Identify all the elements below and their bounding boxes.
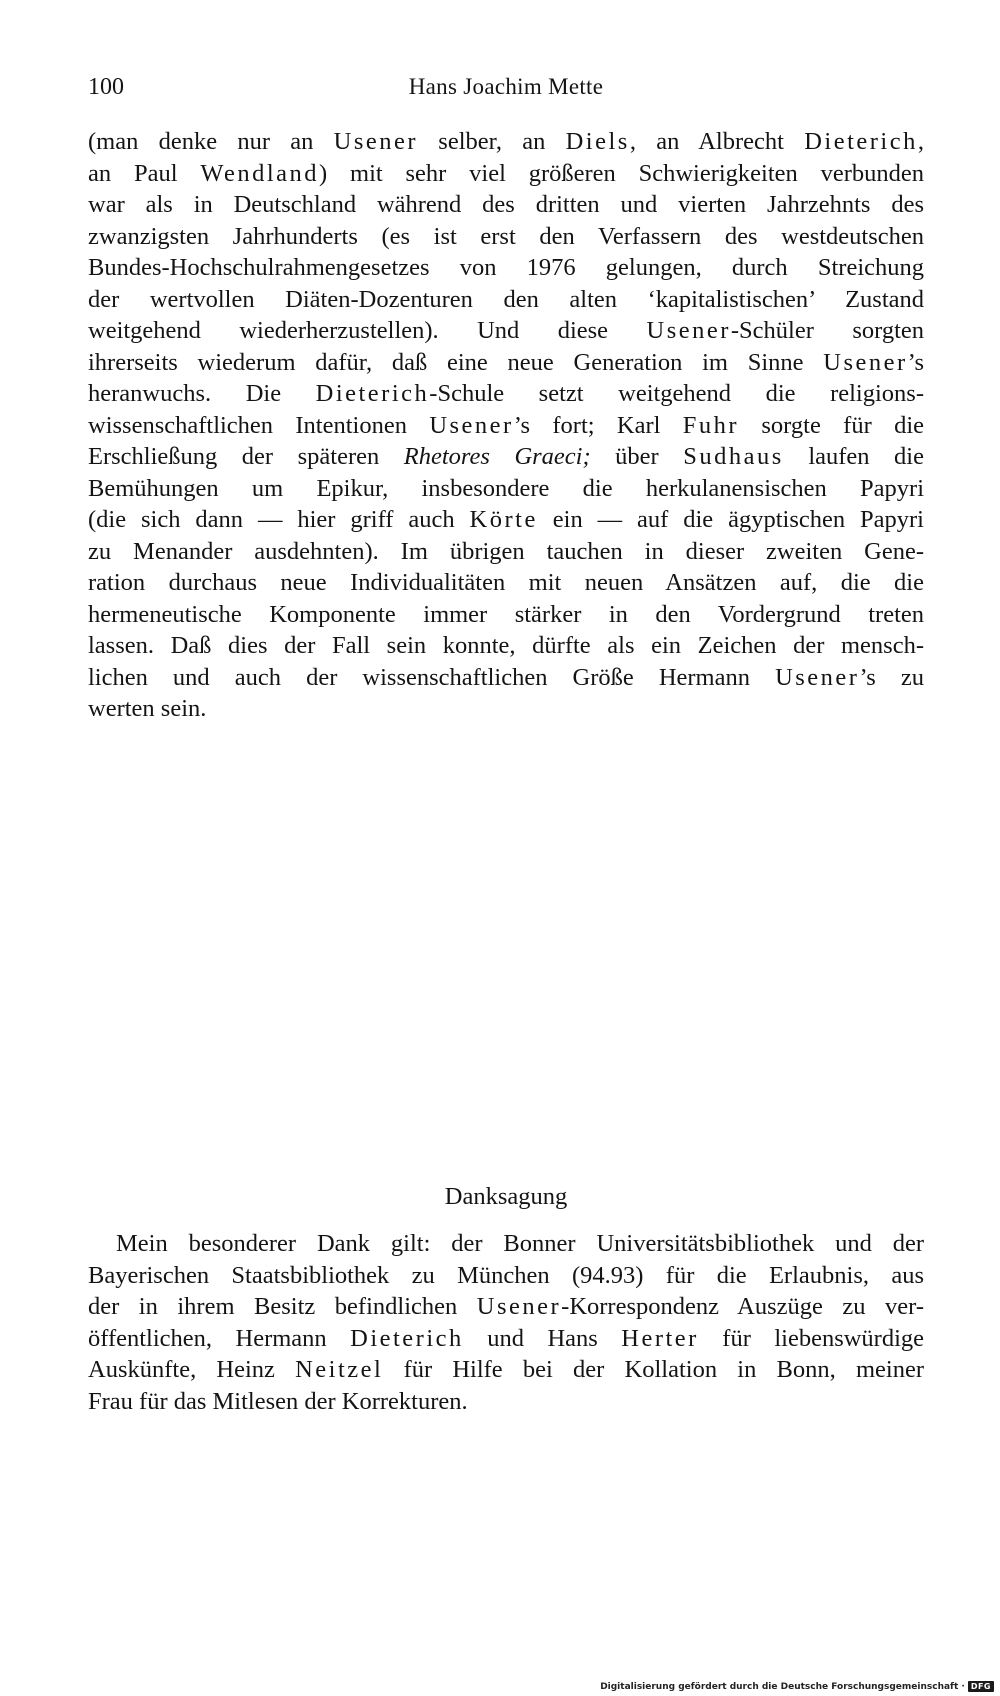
spaced-name: Wendland — [200, 159, 320, 187]
text-line: lichen und auch der wissenschaftlichen Größe Hermann Usener’s zu — [88, 663, 924, 691]
spaced-name: Usener — [775, 663, 860, 691]
page-number: 100 — [88, 74, 124, 100]
text-line: der wertvollen Diäten-Dozenturen den alten ‘kapitalistischen’ Zustand — [88, 285, 924, 313]
text-line: Erschließung der späteren Rhetores Graeci; über Sudhaus laufen die — [88, 443, 924, 470]
digitization-credit — [600, 1681, 994, 1692]
main-paragraph — [88, 126, 924, 725]
text-line: Auskünfte, Heinz Neitzel für Hilfe bei der Kollation in Bonn, meiner — [88, 1356, 924, 1383]
text-line: öffentlichen, Hermann Dieterich und Hans Herter für liebenswürdige — [88, 1324, 925, 1352]
spaced-name: Neitzel — [295, 1356, 384, 1383]
text-line: werten sein. — [88, 695, 207, 722]
spaced-name: Sudhaus — [683, 443, 784, 470]
dfg-logo-icon: DFG — [968, 1681, 994, 1692]
spaced-name: Fuhr — [682, 411, 740, 439]
spaced-name: Usener — [646, 317, 731, 344]
text-line: Frau für das Mitlesen der Korrekturen. — [88, 1387, 468, 1415]
text-line: ihrerseits wiederum dafür, daß eine neue Generation im Sinne Usener’s — [88, 348, 924, 376]
text-line: Mein besonderer Dank gilt: der Bonner Universitätsbibliothek und der — [116, 1230, 924, 1257]
text-line: an Paul Wendland) mit sehr viel größeren Schwierigkeiten verbunden — [88, 159, 925, 187]
text-line: (man denke nur an Usener selber, an Diels, an Albrecht Dieterich, — [88, 128, 924, 155]
spaced-name: Diels — [565, 128, 630, 155]
italic-title: Rhetores Graeci; — [403, 443, 591, 470]
text-line: Bemühungen um Epikur, insbesondere die herkulanensischen Papyri — [88, 474, 924, 502]
text-line: wissenschaftlichen Intentionen Usener’s fort; Karl Fuhr sorgte für die — [88, 411, 924, 439]
text-line: Bayerischen Staatsbibliothek zu München (94.93) für die Erlaubnis, aus — [88, 1261, 924, 1289]
credit-text: Digitalisierung gefördert durch die Deutsche Forschungsgemeinschaft · — [600, 1681, 965, 1692]
text-line: zu Menander ausdehnten). Im übrigen tauchen in dieser zweiten Gene- — [88, 537, 924, 565]
running-head: Hans Joachim Mette — [408, 74, 604, 99]
text-line: lassen. Daß dies der Fall sein konnte, dürfte als ein Zeichen der mensch- — [88, 632, 924, 659]
spaced-name: Dieterich — [315, 380, 430, 407]
text-line: weitgehend wiederherzustellen). Und diese Usener-Schüler sorgten — [88, 317, 925, 344]
section-heading: Danksagung — [444, 1183, 568, 1210]
spaced-name: Usener — [823, 348, 908, 376]
text-line: der in ihrem Besitz befindlichen Usener-Korrespondenz Auszüge zu ver- — [88, 1293, 924, 1320]
text-line: Bundes-Hochschulrahmengesetzes von 1976 gelungen, durch Streichung — [88, 254, 924, 281]
spaced-name: Usener — [333, 128, 419, 155]
spaced-name: Usener — [476, 1293, 562, 1320]
text-line: zwanzigsten Jahrhunderts (es ist erst den Verfassern des westdeutschen — [88, 222, 924, 250]
spaced-name: Körte — [469, 506, 538, 533]
spaced-name: Dieterich — [804, 128, 918, 155]
text-line: (die sich dann — hier griff auch Körte ein — auf die ägyptischen Papyri — [88, 506, 924, 533]
spaced-name: Usener — [429, 411, 514, 439]
text-line: heranwuchs. Die Dieterich-Schule setzt weitgehend die religions- — [88, 380, 924, 407]
acknowledgement-paragraph — [88, 1228, 924, 1417]
spaced-name: Herter — [621, 1324, 699, 1352]
text-line: hermeneutische Komponente immer stärker in den Vordergrund treten — [88, 600, 924, 628]
page-header — [88, 74, 924, 114]
text-line: ration durchaus neue Individualitäten mit neuen Ansätzen auf, die die — [88, 569, 924, 596]
spaced-name: Dieterich — [350, 1324, 464, 1352]
text-line: war als in Deutschland während des dritten und vierten Jahrzehnts des — [88, 191, 924, 218]
